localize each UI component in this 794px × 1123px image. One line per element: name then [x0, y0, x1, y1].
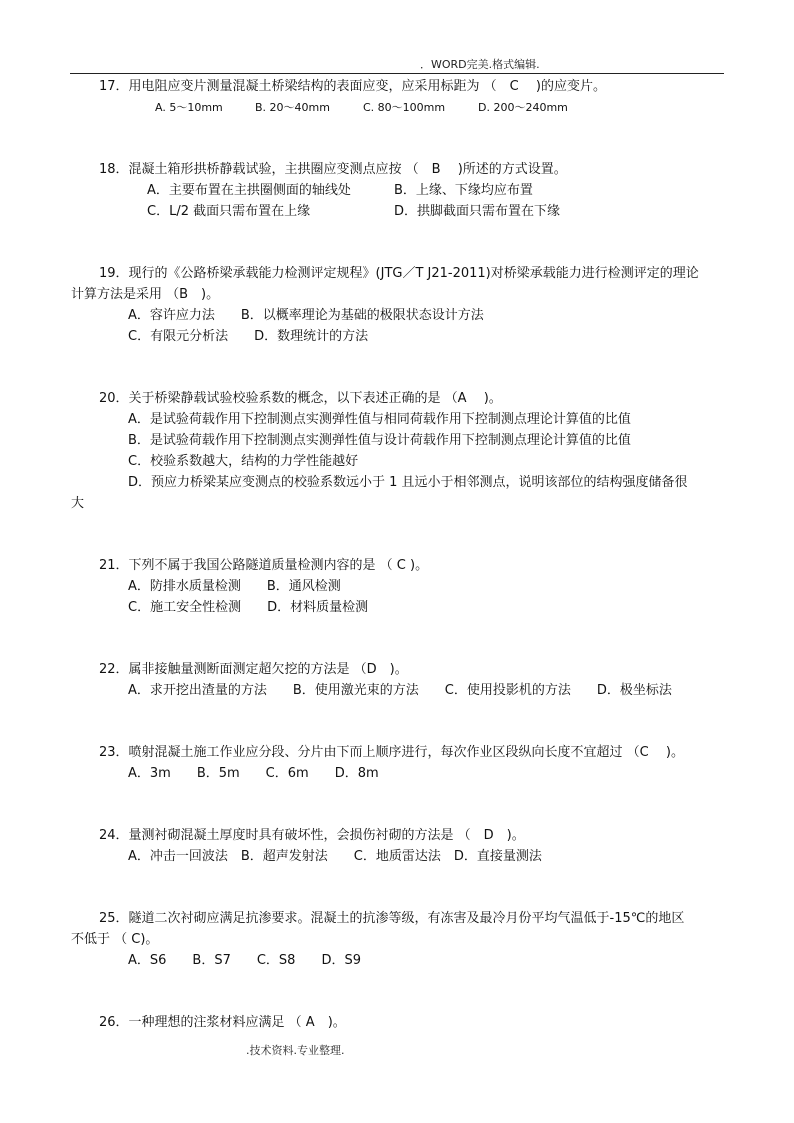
question-17-option-d: D. 200～240mm: [478, 101, 568, 114]
question-17-stem: 17．用电阻应变片测量混凝土桥梁结构的表面应变，应采用标距为 （ C )的应变片。: [99, 79, 606, 94]
question-17-option-a: A. 5～10mm: [155, 101, 223, 114]
question-17-option-c: C. 80～100mm: [363, 101, 446, 114]
question-19-options-ab: A．容许应力法 B．以概率理论为基础的极限状态设计方法: [128, 308, 484, 323]
header-rule: [70, 73, 724, 74]
question-24-options: A．冲击一回波法 B．超声发射法 C．地质雷达法 D．直接量测法: [128, 849, 542, 864]
question-20-option-d-line1: D．预应力桥梁某应变测点的校验系数远小于 1 且远小于相邻测点，说明该部位的结构强度储备很: [128, 475, 688, 490]
question-25-options: A．S6 B．S7 C．S8 D．S9: [128, 953, 361, 968]
question-22-stem: 22．属非接触量测断面测定超欠挖的方法是 （D )。: [99, 662, 408, 677]
question-18-option-d: D．拱脚截面只需布置在下缘: [394, 204, 561, 219]
question-18-option-a: A．主要布置在主拱圈侧面的轴线处: [147, 183, 351, 198]
question-24-stem: 24．量测衬砌混凝土厚度时具有破坏性，会损伤衬砌的方法是 （ D )。: [99, 828, 525, 843]
question-18-option-b: B．上缘、下缘均应布置: [394, 183, 533, 198]
page-footer: .技术资料.专业整理.: [246, 1044, 345, 1057]
page-header: ．WORD完美.格式编辑.: [420, 58, 540, 71]
question-21-options-ab: A．防排水质量检测 B．通风检测: [128, 579, 341, 594]
question-18-option-c: C．L/2 截面只需布置在上缘: [147, 204, 311, 219]
question-20-option-a: A．是试验荷载作用下控制测点实测弹性值与相同荷载作用下控制测点理论计算值的比值: [128, 412, 631, 427]
question-25-stem-line2: 不低于 （ C)。: [71, 932, 159, 947]
question-22-options: A．求开挖出渣量的方法 B．使用激光束的方法 C．使用投影机的方法 D．极坐标法: [128, 683, 672, 698]
question-20-stem: 20．关于桥梁静载试验校验系数的概念，以下表述正确的是 （A )。: [99, 391, 502, 406]
question-23-stem: 23．喷射混凝土施工作业应分段、分片由下而上顺序进行，每次作业区段纵向长度不宜超过 （C )。: [99, 745, 684, 760]
question-21-stem: 21．下列不属于我国公路隧道质量检测内容的是 （ C )。: [99, 558, 429, 573]
question-21-options-cd: C．施工安全性检测 D．材料质量检测: [128, 600, 369, 615]
question-19-options-cd: C．有限元分析法 D．数理统计的方法: [128, 329, 369, 344]
question-19-stem-line2: 计算方法是采用 （B )。: [71, 287, 220, 302]
question-23-options: A．3m B．5m C．6m D．8m: [128, 766, 379, 781]
question-25-stem-line1: 25．隧道二次衬砌应满足抗渗要求。混凝土的抗渗等级，有冻害及最冷月份平均气温低于-15℃的地区: [99, 911, 685, 926]
question-19-stem-line1: 19．现行的《公路桥梁承载能力检测评定规程》(JTG／T J21-2011)对桥梁承载能力进行检测评定的理论: [99, 266, 699, 281]
question-26-stem: 26．一种理想的注浆材料应满足 （ A )。: [99, 1015, 346, 1030]
question-20-option-b: B．是试验荷载作用下控制测点实测弹性值与设计荷载作用下控制测点理论计算值的比值: [128, 433, 631, 448]
question-20-option-c: C．校验系数越大，结构的力学性能越好: [128, 454, 359, 469]
question-17-option-b: B. 20～40mm: [255, 101, 330, 114]
question-20-option-d-line2: 大: [71, 496, 85, 511]
question-18-stem: 18．混凝土箱形拱桥静载试验，主拱圈应变测点应按 （ B )所述的方式设置。: [99, 162, 567, 177]
